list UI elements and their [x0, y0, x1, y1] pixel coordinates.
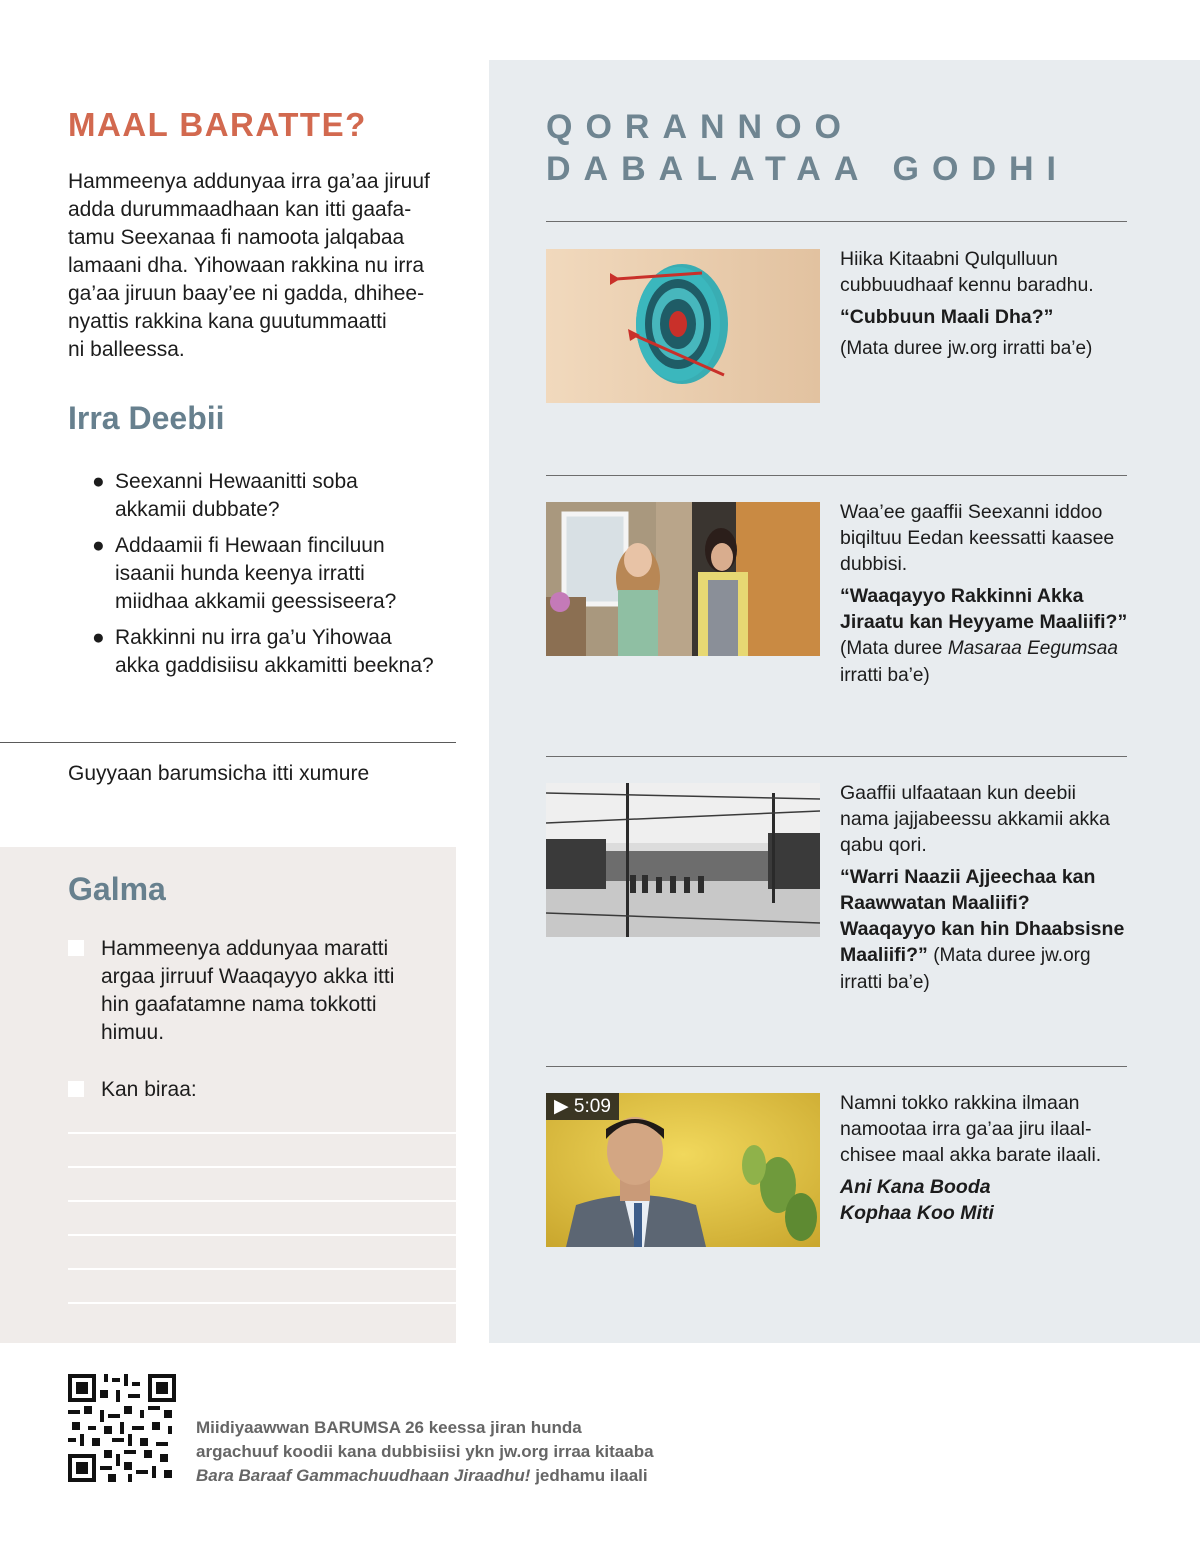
intro-paragraph: Hammeenya addunyaa irra ga’aa jiruuf adda durummaadhaan kan itti gaafa- tamu Seexanaa fi namoota jalqabaa lamaani dha. Yihowaan rakkina nu irra ga’aa jiruun baay’ee ni gadda, dhihee- nyattis rakkina kana guutummaatti ni balleessa.: [68, 170, 430, 361]
goal-item-other[interactable]: Kan biraa:: [68, 1076, 428, 1104]
article-link[interactable]: “Cubbuun Maali Dha?”: [840, 306, 1054, 328]
divider: [546, 1066, 1127, 1067]
review-heading: Irra Deebii: [68, 400, 225, 436]
checkbox-icon[interactable]: [68, 940, 84, 956]
write-line[interactable]: [68, 1200, 456, 1202]
write-line[interactable]: [68, 1268, 456, 1270]
divider: [0, 742, 456, 743]
video-link[interactable]: Ani Kana Booda Kophaa Koo Miti: [840, 1176, 994, 1224]
qr-code-icon[interactable]: [68, 1374, 176, 1482]
question-item: ● Rakkinni nu irra ga’u Yihowaa akka gaddisiisu akkamitti beekna?: [92, 626, 434, 677]
divider: [546, 756, 1127, 757]
study-entry: Namni tokko rakkina ilmaan namootaa irra ga’aa jiru ilaal-chisee maal akka barate ilaali. Ani Kana Booda Kophaa Koo Miti: [840, 1090, 1130, 1232]
goal-item[interactable]: Hammeenya addunyaa maratti argaa jirruuf Waaqayyo akka itti hin gaafatamne nama tokkotti himuu.: [68, 935, 428, 1047]
write-line[interactable]: [68, 1132, 456, 1134]
bullet-icon: ●: [92, 534, 105, 557]
target-arrows-image[interactable]: [546, 249, 820, 403]
write-line[interactable]: [68, 1166, 456, 1168]
question-item: ● Seexanni Hewaanitti soba akkamii dubbate?: [92, 470, 358, 521]
article-link[interactable]: “Warri Naazii Ajjeechaa kan Raawwatan Maaliifi? Waaqayyo kan hin Dhaabsisne Maaliifi?”: [840, 866, 1125, 966]
panel-title: QORANNOO DABALATAA GODHI: [546, 108, 1069, 188]
study-entry: Hiika Kitaabni Qulqulluun cubbuudhaaf kennu baradhu. “Cubbuun Maali Dha?” (Mata duree jw.org irratti ba’e): [840, 246, 1130, 368]
goal-heading: Galma: [68, 871, 166, 907]
divider: [546, 475, 1127, 476]
divider: [546, 221, 1127, 222]
video-man-portrait[interactable]: [546, 1093, 820, 1247]
question-item: ● Addaamii fi Hewaan finciluun isaanii hunda keenya irratti miidhaa akkamii geessiseera?: [92, 534, 397, 613]
study-entry: Waa’ee gaaffii Seexanni iddoo biqiltuu Eedan keessatti kaasee dubbisi. “Waaqayyo Rakkinni Akka Jiraatu kan Heyyame Maaliifi?” (Mata duree Masaraa Eegumsaa irratti ba’e): [840, 501, 1128, 686]
book-title: Bara Baraaf Gammachuudhaan Jiraadhu!: [196, 1466, 531, 1485]
write-line[interactable]: [68, 1302, 456, 1304]
doorstep-conversation-image[interactable]: [546, 502, 820, 656]
review-questions: [92, 468, 462, 688]
bullet-icon: ●: [92, 626, 105, 649]
study-entry: Gaaffii ulfaataan kun deebii nama jajjabeessu akkamii akka qabu qori. “Warri Naazii Ajjeechaa kan Raawwatan Maaliifi? Waaqayyo kan hin Dhaabsisne Maaliifi?” (Mata duree jw.org irratti ba’e): [840, 782, 1125, 993]
footer-note: Miidiyaawwan BARUMSA 26 keessa jiran hunda argachuuf koodii kana dubbisiisi ykn jw.org irraa kitaaba Bara Baraaf Gammachuudhaan Jiraadhu! jedhamu ilaali: [196, 1418, 654, 1485]
bullet-icon: ●: [92, 470, 105, 493]
checkbox-icon[interactable]: [68, 1081, 84, 1097]
section-title: MAAL BARATTE?: [68, 106, 367, 143]
video-duration-badge: ▶ 5:09: [546, 1093, 619, 1120]
write-line[interactable]: [68, 1234, 456, 1236]
completion-date-label: Guyyaan barumsicha itti xumure: [68, 762, 370, 785]
play-icon: ▶: [554, 1096, 569, 1117]
concentration-camp-photo[interactable]: [546, 783, 820, 937]
article-link[interactable]: “Waaqayyo Rakkinni Akka Jiraatu kan Heyyame Maaliifi?”: [840, 585, 1128, 633]
